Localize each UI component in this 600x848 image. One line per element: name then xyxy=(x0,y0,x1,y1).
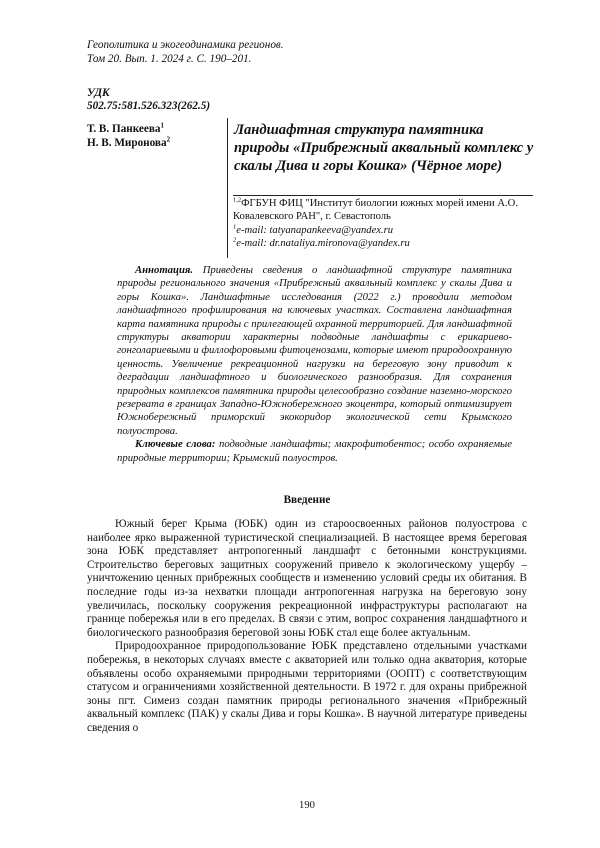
affiliation-rule xyxy=(233,195,533,196)
body-paragraph: Природоохранное природопользование ЮБК представлено отдельными участками побережья, в некоторых случаях вместе с акваторией или только одна акватория, которые объявлены особо охраняемыми природными территориями (ООПТ) с соответствующим статусом и ограничениями хозяйственной деятельности. В 1972 г. для охраны прибрежной зоны пгт. Симеиз создан памятник природы регионального значения «Прибрежный аквальный комплекс (ПАК) у скалы Дива и горы Кошка». В научной литературе приведены сведения о xyxy=(87,640,527,734)
author-name: Н. В. Миронова xyxy=(87,137,167,149)
udk-label: УДК xyxy=(87,87,110,99)
keywords-lead: Ключевые слова: xyxy=(135,438,216,451)
journal-title: Геополитика и экогеодинамика регионов. xyxy=(87,39,284,51)
email-2 xyxy=(233,237,533,250)
abstract xyxy=(117,264,512,465)
abstract-text: Приведены сведения о ландшафтной структуре памятника природы регионального значения «Прибрежный аквальный комплекс у скалы Дива и горы Кошка». Ландшафтные исследования (2022 г.) проводили методом ландшафтного профилирования на ключевых участках. Составлена ландшафтная карта памятника природы с прилегающей охранной территорией. Для ландшафтной структуры акватории характерны подводные ландшафты с ерикариево-гонголариевыми и филлофоровыми фитоценозами, которые имеют природоохранную ценность. Увеличение рекреационной нагрузки на береговую зону приводит к деградации ландшафтного и биологического разнообразия. Для сохранения природных комплексов памятника природы целесообразно создание наземно-морского резервата в границах Западно-Южнобережного экоцентра, который оптимизирует Южнобережный приморский экокоридор экологической сети Крымского полуострова. xyxy=(117,264,512,437)
author-sup: 1 xyxy=(160,121,164,130)
article-title: Ландшафтная структура памятника природы «Прибрежный аквальный комплекс у скалы Дива и горы Кошка» (Чёрное море) xyxy=(234,122,534,174)
title-divider xyxy=(227,118,228,258)
section-heading: Введение xyxy=(283,494,331,506)
page-number: 190 xyxy=(299,800,315,811)
udk-block xyxy=(87,87,287,113)
email-text: e-mail: dr.nataliya.mironova@yandex.ru xyxy=(236,238,410,250)
org-sup: 1,2 xyxy=(233,196,242,204)
author-sup: 2 xyxy=(166,135,171,144)
email-1 xyxy=(233,224,533,237)
journal-info xyxy=(87,38,527,66)
journal-volume: Том 20. Вып. 1. 2024 г. С. 190–201. xyxy=(87,53,252,65)
author-name: Т. В. Панкеева xyxy=(87,123,161,135)
authors xyxy=(87,122,227,150)
organization xyxy=(233,197,533,224)
org-name: ФГБУН ФИЦ "Институт биологии южных морей имени А.О. Ковалевского РАН", г. Севастополь xyxy=(233,198,518,223)
abstract-paragraph xyxy=(117,264,512,438)
email-text: e-mail: tatyanapankeeva@yandex.ru xyxy=(236,224,394,236)
body-text xyxy=(87,518,527,736)
affiliation xyxy=(233,195,533,251)
abstract-lead: Аннотация. xyxy=(135,264,194,276)
keywords-paragraph xyxy=(117,438,512,465)
author-2 xyxy=(87,136,227,150)
body-paragraph: Южный берег Крыма (ЮБК) один из староосвоенных районов полуострова с наиболее ярко выраженной туристической специализацией. В настоящее время береговая зона ЮБК представляет антропогенный ландшафт с бетонными конструкциями. Строительство береговых защитных сооружений привело к экологическому ущербу – уничтожению ценных прибрежных сообществ и изменению условий среды их обитания. В последние годы из-за нехватки площади антропогенная нагрузка на береговую зону увеличилась, поскольку сооружения рекреационной инфраструктуры располагают на границе побережья или в его пределах. В связи с этим, вопрос сохранения ландшафтного и биологического разнообразия береговой зоны ЮБК стал еще более актуальным. xyxy=(87,518,527,639)
email-sup: 1 xyxy=(233,223,237,231)
keywords-text: подводные ландшафты; макрофитобентос; особо охраняемые природные территории; Крымский полуостров. xyxy=(117,438,512,464)
author-1 xyxy=(87,122,227,136)
udk-code: 502.75:581.526.323(262.5) xyxy=(87,100,211,112)
email-sup: 2 xyxy=(233,236,237,244)
